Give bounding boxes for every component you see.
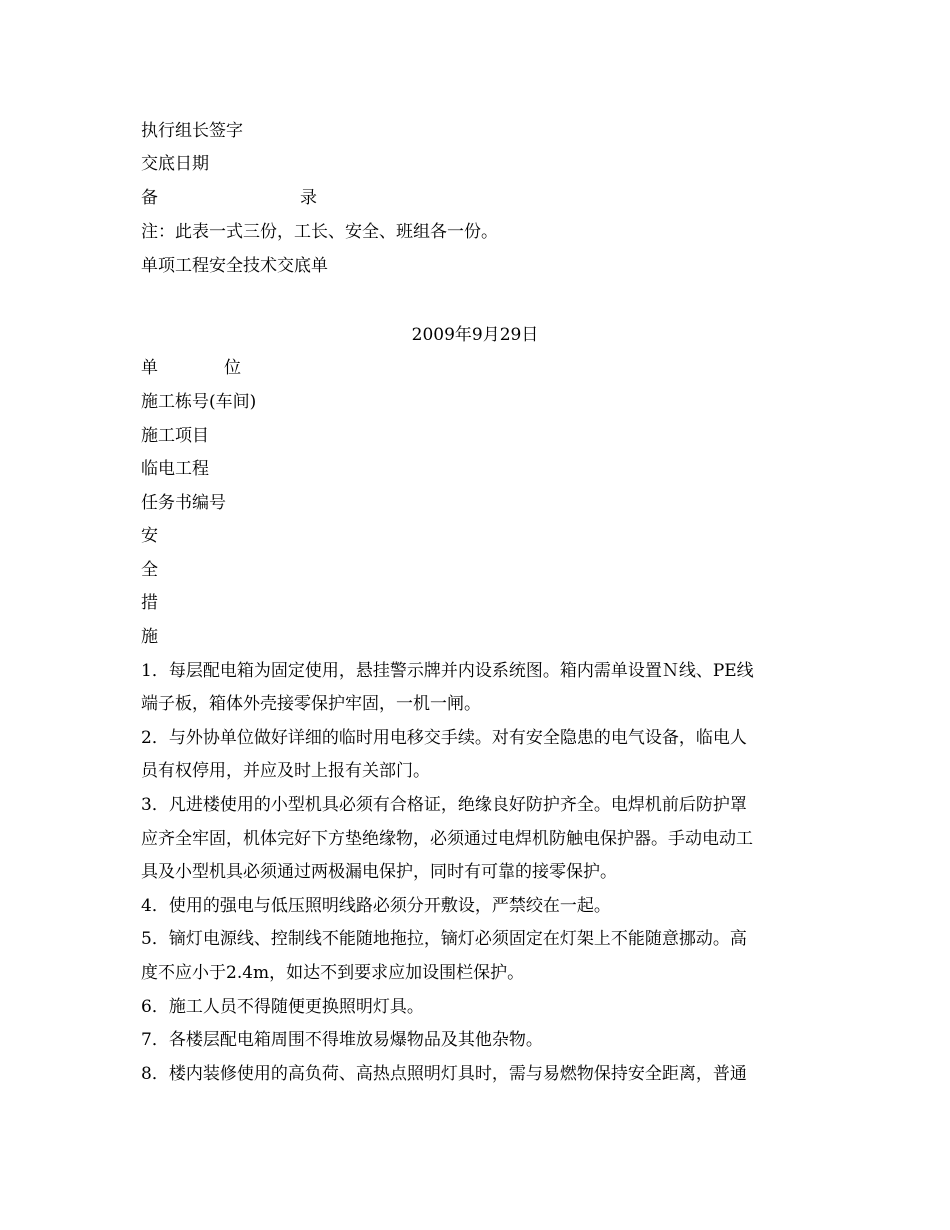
unit-label <box>141 357 241 379</box>
body-line: 4．使用的强电与低压照明线路必须分开敷设，严禁绞在一起。 <box>141 896 611 916</box>
body-line: 5．镝灯电源线、控制线不能随地拖拉，镝灯必须固定在灯架上不能随意挪动。高 <box>141 929 747 949</box>
measures-char-1: 安 <box>141 526 158 546</box>
remark-label-second: 录 <box>300 188 317 208</box>
building-label: 施工栋号(车间) <box>141 392 257 412</box>
project-label: 施工项目 <box>141 426 209 446</box>
unit-label-first: 单 <box>141 358 158 378</box>
body-line: 应齐全牢固，机体完好下方垫绝缘物，必须通过电焊机防触电保护器。手动电动工 <box>141 829 753 849</box>
body-line: 8．楼内装修使用的高负荷、高热点照明灯具时，需与易燃物保持安全距离，普通 <box>141 1064 747 1084</box>
body-line: 3．凡进楼使用的小型机具必须有合格证，绝缘良好防护齐全。电焊机前后防护罩 <box>141 795 747 815</box>
remark-label <box>141 187 317 209</box>
unit-label-second: 位 <box>224 358 241 378</box>
remark-label-first: 备 <box>141 188 158 208</box>
project-value: 临电工程 <box>141 459 209 479</box>
body-line: 6．施工人员不得随便更换照明灯具。 <box>141 997 424 1017</box>
date-label: 交底日期 <box>141 154 209 174</box>
body-line: 1．每层配电箱为固定使用，悬挂警示牌并内设系统图。箱内需单设置Ｎ线、PE线 <box>141 661 754 681</box>
body-line: 7．各楼层配电箱周围不得堆放易爆物品及其他杂物。 <box>141 1030 543 1050</box>
body-line: 员有权停用，并应及时上报有关部门。 <box>141 761 430 781</box>
measures-char-2: 全 <box>141 560 158 580</box>
form-title: 单项工程安全技术交底单 <box>141 256 328 276</box>
sign-label: 执行组长签字 <box>141 121 243 141</box>
body-line: 具及小型机具必须通过两极漏电保护，同时有可靠的接零保护。 <box>141 862 617 882</box>
body-line: 度不应小于2.4m，如达不到要求应加设围栏保护。 <box>141 963 525 983</box>
document-date: 2009年9月29日 <box>411 325 539 345</box>
measures-char-4: 施 <box>141 627 158 647</box>
body-line: 端子板，箱体外壳接零保护牢固，一机一闸。 <box>141 694 481 714</box>
measures-char-3: 措 <box>141 593 158 613</box>
task-number-label: 任务书编号 <box>141 493 226 513</box>
copies-note: 注：此表一式三份，工长、安全、班组各一份。 <box>141 222 498 242</box>
body-line: 2．与外协单位做好详细的临时用电移交手续。对有安全隐患的电气设备，临电人 <box>141 728 747 748</box>
